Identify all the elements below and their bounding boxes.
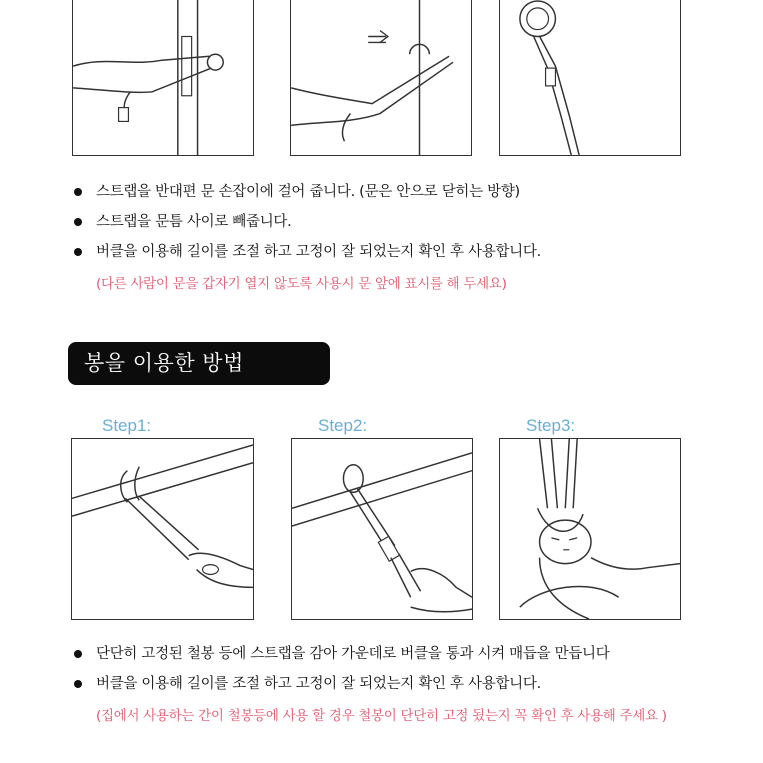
bar-warning: (집에서 사용하는 간이 철봉등에 사용 할 경우 철봉이 단단히 고정 됬는지 꼭 확인 후 사용해 주세요 ) (96, 708, 667, 724)
list-item: 버클을 이용해 길이를 조절 하고 고정이 잘 되었는지 확인 후 사용합니다. (72, 674, 609, 694)
bar-instructions (72, 644, 609, 704)
step-label-1: Step1: (102, 416, 152, 435)
list-item: 버클을 이용해 길이를 조절 하고 고정이 잘 되었는지 확인 후 사용합니다. (72, 242, 541, 262)
door-illustration-2 (290, 0, 472, 156)
step-label-3: Step3: (526, 416, 576, 435)
bar-step1-illustration (71, 438, 254, 620)
door-illustration-1 (72, 0, 254, 156)
door-warning: (다른 사람이 문을 갑자기 열지 않도록 사용시 문 앞에 표시를 해 두세요) (96, 276, 507, 292)
list-item: 스트랩을 문틈 사이로 빼줍니다. (72, 212, 541, 232)
list-item: 단단히 고정된 철봉 등에 스트랩을 감아 가운데로 버클을 통과 시켜 매듭을 만듭니다 (72, 644, 609, 664)
door-instructions (72, 182, 541, 272)
bar-step2-illustration (291, 438, 473, 620)
section-title: 봉을 이용한 방법 (68, 342, 330, 385)
door-illustration-3 (499, 0, 681, 156)
list-item: 스트랩을 반대편 문 손잡이에 걸어 줍니다. (문은 안으로 닫히는 방향) (72, 182, 541, 202)
bar-step3-illustration (499, 438, 681, 620)
step-label-2: Step2: (318, 416, 368, 435)
